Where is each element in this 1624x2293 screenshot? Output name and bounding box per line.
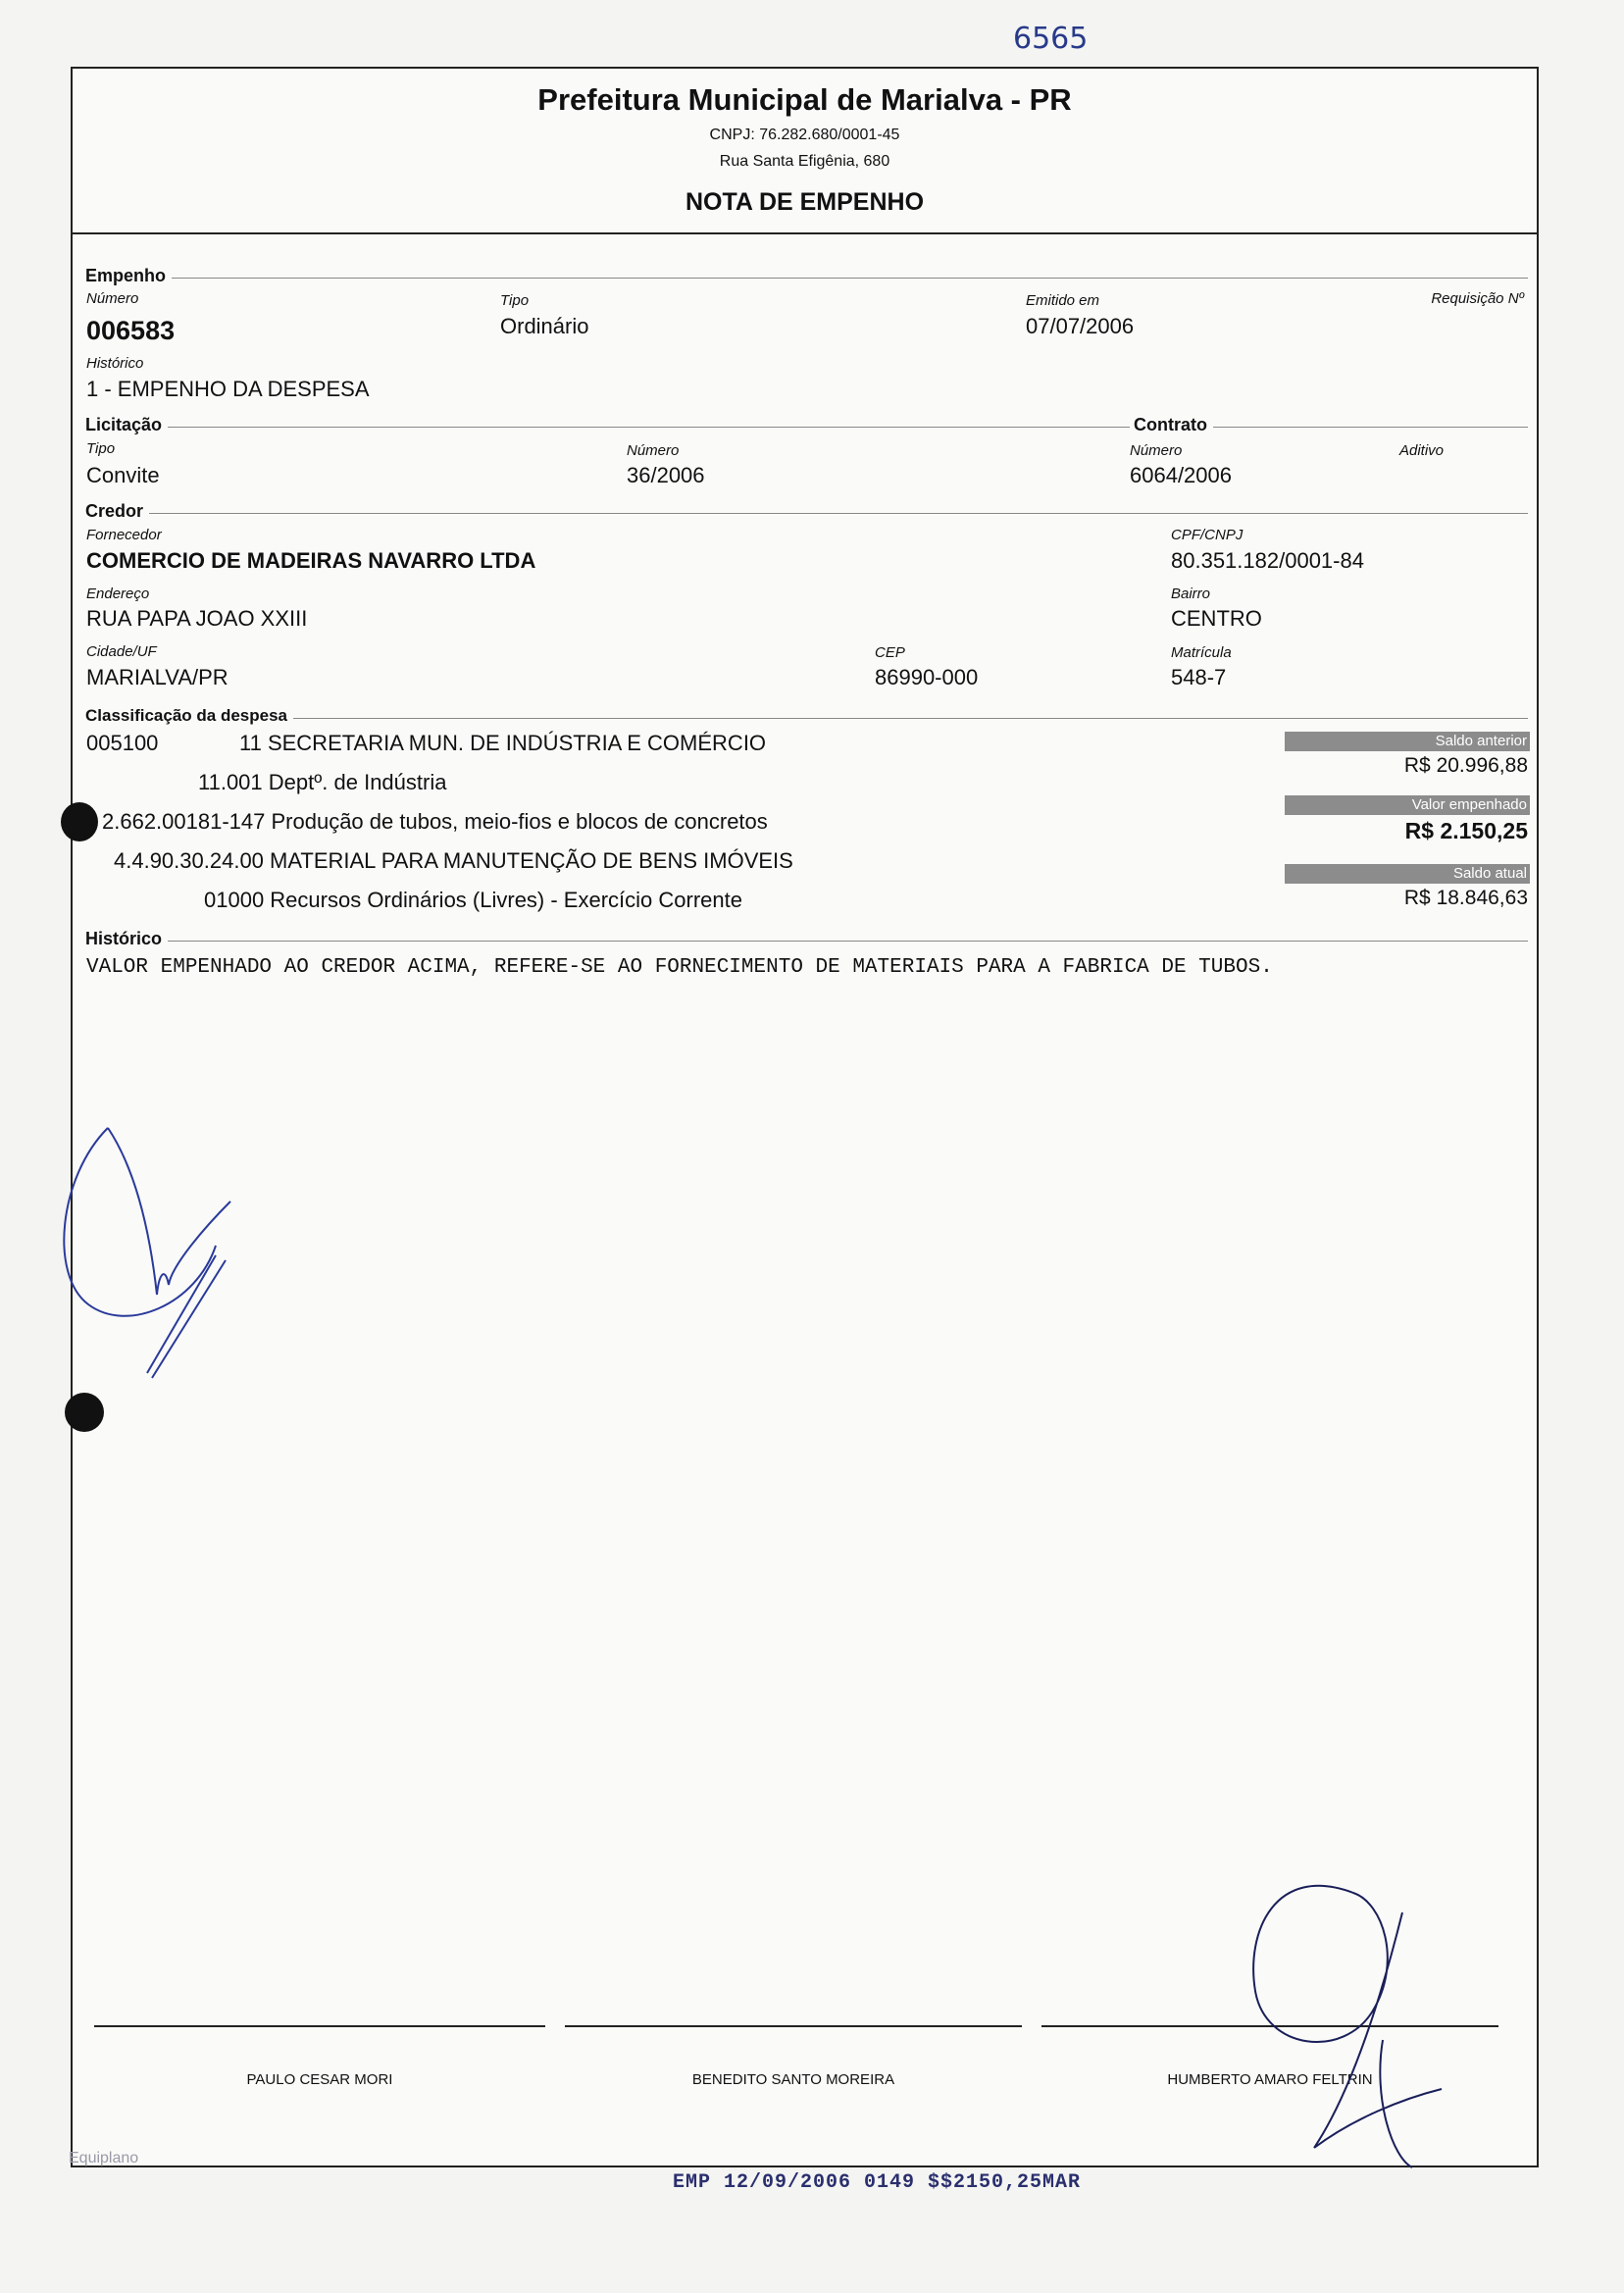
empenho-numero-label: Número [86, 290, 139, 307]
classificacao-orgao: 11 SECRETARIA MUN. DE INDÚSTRIA E COMÉRCIO [239, 731, 767, 755]
empenho-historico-label: Histórico [86, 355, 144, 372]
empenho-historico: 1 - EMPENHO DA DESPESA [86, 377, 370, 401]
mechanical-stamp-line: EMP 12/09/2006 0149 $$2150,25MAR [673, 2171, 1082, 2194]
header-address: Rua Santa Efigênia, 680 [719, 153, 890, 170]
empenho-tipo: Ordinário [500, 314, 589, 338]
cidade-label: Cidade/UF [86, 643, 157, 660]
bairro-label: Bairro [1171, 586, 1211, 602]
cep-label: CEP [875, 644, 905, 661]
page-title: Prefeitura Municipal de Marialva - PR [537, 82, 1072, 117]
empenho-rule [86, 278, 1528, 279]
endereco: RUA PAPA JOAO XXIII [86, 606, 308, 631]
licitacao-numero: 36/2006 [627, 463, 705, 487]
document-type: NOTA DE EMPENHO [685, 188, 925, 216]
header-cnpj: CNPJ: 76.282.680/0001-45 [709, 127, 900, 143]
emitido-em: 07/07/2006 [1026, 314, 1135, 338]
classificacao-projeto: 2.662.00181-147 Produção de tubos, meio-fios e blocos de concretos [102, 809, 768, 834]
classificacao-rule [86, 718, 1528, 719]
cidade: MARIALVA/PR [86, 665, 228, 689]
section-licitacao: Licitação [85, 415, 168, 435]
licitacao-rule [86, 427, 1528, 428]
cpf-cnpj: 80.351.182/0001-84 [1171, 548, 1364, 573]
signature-name-3: HUMBERTO AMARO FELTRIN [1167, 2071, 1373, 2088]
historico-text: VALOR EMPENHADO AO CREDOR ACIMA, REFERE-SE AO FORNECIMENTO DE MATERIAIS PARA A FABRICA DE TUBOS. [86, 956, 1273, 979]
section-credor: Credor [85, 501, 149, 522]
signature-line-1 [94, 2025, 545, 2027]
signature-name-1: PAULO CESAR MORI [246, 2071, 393, 2088]
valor-empenhado-label: Valor empenhado [1285, 795, 1530, 815]
saldo-anterior-label: Saldo anterior [1285, 732, 1530, 751]
bairro: CENTRO [1171, 606, 1262, 631]
fornecedor-label: Fornecedor [86, 527, 162, 543]
licitacao-numero-label: Número [627, 442, 680, 459]
historico-rule [86, 941, 1528, 942]
handwritten-signature-right [1236, 1854, 1471, 2177]
handwritten-signature-left [49, 1118, 284, 1432]
endereco-label: Endereço [86, 586, 150, 602]
empenho-numero: 006583 [86, 316, 176, 345]
contrato-aditivo-label: Aditivo [1399, 442, 1445, 459]
section-contrato: Contrato [1130, 415, 1213, 435]
cpf-cnpj-label: CPF/CNPJ [1171, 527, 1243, 543]
contrato-numero-label: Número [1130, 442, 1183, 459]
licitacao-tipo: Convite [86, 463, 160, 487]
classificacao-unidade: 11.001 Deptº. de Indústria [198, 770, 447, 794]
document-frame [71, 67, 1539, 2167]
signature-name-2: BENEDITO SANTO MOREIRA [691, 2071, 895, 2088]
section-classificacao: Classificação da despesa [85, 706, 293, 726]
saldo-atual: R$ 18.846,63 [1403, 887, 1528, 909]
section-historico: Histórico [85, 929, 168, 949]
cep: 86990-000 [875, 665, 979, 689]
software-footer: Equiplano [69, 2150, 139, 2166]
matricula: 548-7 [1171, 665, 1227, 689]
classificacao-code: 005100 [86, 731, 159, 755]
classificacao-elemento: 4.4.90.30.24.00 MATERIAL PARA MANUTENÇÃO DE BENS IMÓVEIS [114, 848, 793, 873]
punch-hole-mark-top [61, 802, 98, 841]
signature-line-2 [565, 2025, 1022, 2027]
header-divider [73, 232, 1537, 234]
classificacao-recurso: 01000 Recursos Ordinários (Livres) - Exercício Corrente [204, 888, 742, 912]
licitacao-tipo-label: Tipo [86, 440, 116, 457]
saldo-anterior: R$ 20.996,88 [1403, 754, 1528, 777]
requisicao-label: Requisição Nº [1431, 290, 1524, 307]
contrato-numero: 6064/2006 [1130, 463, 1232, 487]
valor-empenhado: R$ 2.150,25 [1404, 818, 1528, 843]
fornecedor: COMERCIO DE MADEIRAS NAVARRO LTDA [86, 548, 536, 573]
empenho-tipo-label: Tipo [500, 292, 530, 309]
section-empenho: Empenho [85, 266, 172, 286]
saldo-atual-label: Saldo atual [1285, 864, 1530, 884]
emitido-em-label: Emitido em [1026, 292, 1100, 309]
handwritten-document-number: 6565 [1013, 22, 1089, 56]
matricula-label: Matrícula [1171, 644, 1232, 661]
credor-rule [86, 513, 1528, 514]
